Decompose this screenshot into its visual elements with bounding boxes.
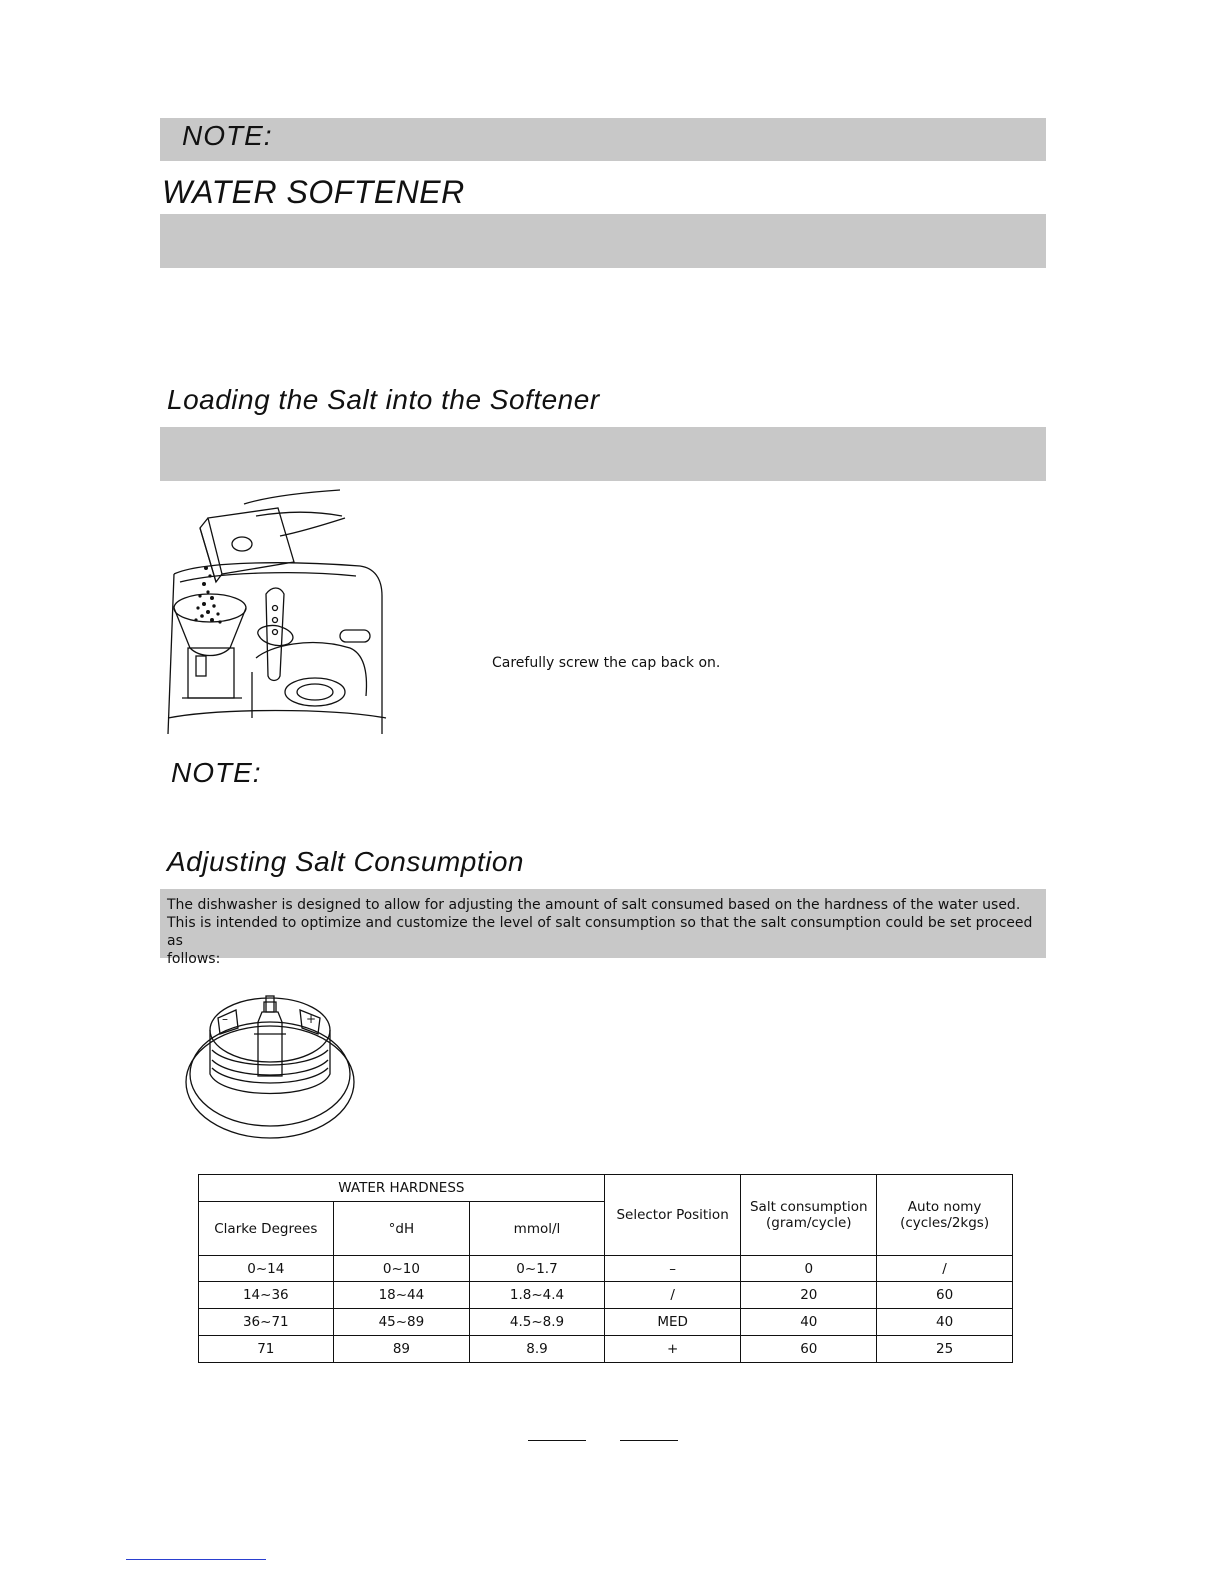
footer-rule-right (620, 1440, 678, 1441)
table-cell: 14~36 (199, 1282, 334, 1309)
table-cell: 60 (741, 1336, 877, 1363)
note-title-2: NOTE: (171, 757, 262, 788)
water-hardness-table (198, 1174, 1013, 1363)
table-cell: + (604, 1336, 741, 1363)
table-cell: 45~89 (333, 1309, 470, 1336)
footer-rule-left (528, 1440, 586, 1441)
table-header-clarke-degrees: Clarke Degrees (199, 1202, 334, 1256)
table-cell: 0~1.7 (470, 1256, 605, 1282)
table-cell: 4.5~8.9 (470, 1309, 605, 1336)
section-title-adjusting-salt: Adjusting Salt Consumption (167, 846, 524, 877)
table-cell: – (604, 1256, 741, 1282)
intro-line-3: follows: (167, 951, 221, 967)
table-cell: 60 (877, 1282, 1013, 1309)
table-header-mmol: mmol/l (470, 1202, 605, 1256)
table-cell: 1.8~4.4 (470, 1282, 605, 1309)
table-row (199, 1309, 1013, 1336)
table-header-autonomy (877, 1175, 1013, 1256)
salt-loading-illustration (160, 486, 392, 734)
table-cell: 0~14 (199, 1256, 334, 1282)
table-cell: 36~71 (199, 1309, 334, 1336)
autonomy-header-line-2: (cycles/2kgs) (900, 1215, 990, 1231)
table-header-salt-consumption (741, 1175, 877, 1256)
screw-cap-instruction: Carefully screw the cap back on. (492, 655, 721, 671)
table-header-dh: °dH (333, 1202, 470, 1256)
table-header-water-hardness: WATER HARDNESS (199, 1175, 605, 1202)
salt-header-line-2: (gram/cycle) (766, 1215, 852, 1231)
table-cell: / (604, 1282, 741, 1309)
salt-header-line-1: Salt consumption (749, 1199, 868, 1215)
autonomy-header-line-1: Auto nomy (907, 1199, 982, 1215)
footer-link-underline (126, 1559, 266, 1560)
water-softener-banner (160, 214, 1046, 268)
table-cell: 25 (877, 1336, 1013, 1363)
loading-salt-banner (160, 427, 1046, 481)
table-cell: 0~10 (333, 1256, 470, 1282)
table-header-selector-position: Selector Position (604, 1175, 741, 1256)
table-cell: 89 (333, 1336, 470, 1363)
table-row (199, 1336, 1013, 1363)
table-cell: MED (604, 1309, 741, 1336)
dial-plus-label: + (306, 1012, 317, 1026)
table-cell: / (877, 1256, 1013, 1282)
table-cell: 18~44 (333, 1282, 470, 1309)
table-cell: 40 (877, 1309, 1013, 1336)
table-row (199, 1282, 1013, 1309)
dial-minus-label: – (222, 1012, 228, 1026)
note-banner (160, 118, 1046, 161)
table-cell: 0 (741, 1256, 877, 1282)
section-title-loading-salt: Loading the Salt into the Softener (167, 384, 600, 415)
table-cell: 71 (199, 1336, 334, 1363)
table-row (199, 1256, 1013, 1282)
table-cell: 20 (741, 1282, 877, 1309)
note-title: NOTE: (182, 120, 273, 151)
table-cell: 8.9 (470, 1336, 605, 1363)
intro-line-2: This is intended to optimize and customize the level of salt consumption so that the salt consumption could be set proceed as (167, 915, 1033, 949)
salt-selector-dial-illustration (182, 990, 360, 1146)
section-title-water-softener: WATER SOFTENER (162, 174, 465, 210)
table-cell: 40 (741, 1309, 877, 1336)
adjusting-intro-text (167, 896, 1037, 968)
intro-line-1: The dishwasher is designed to allow for adjusting the amount of salt consumed based on the hardness of the water used. (167, 897, 1021, 913)
